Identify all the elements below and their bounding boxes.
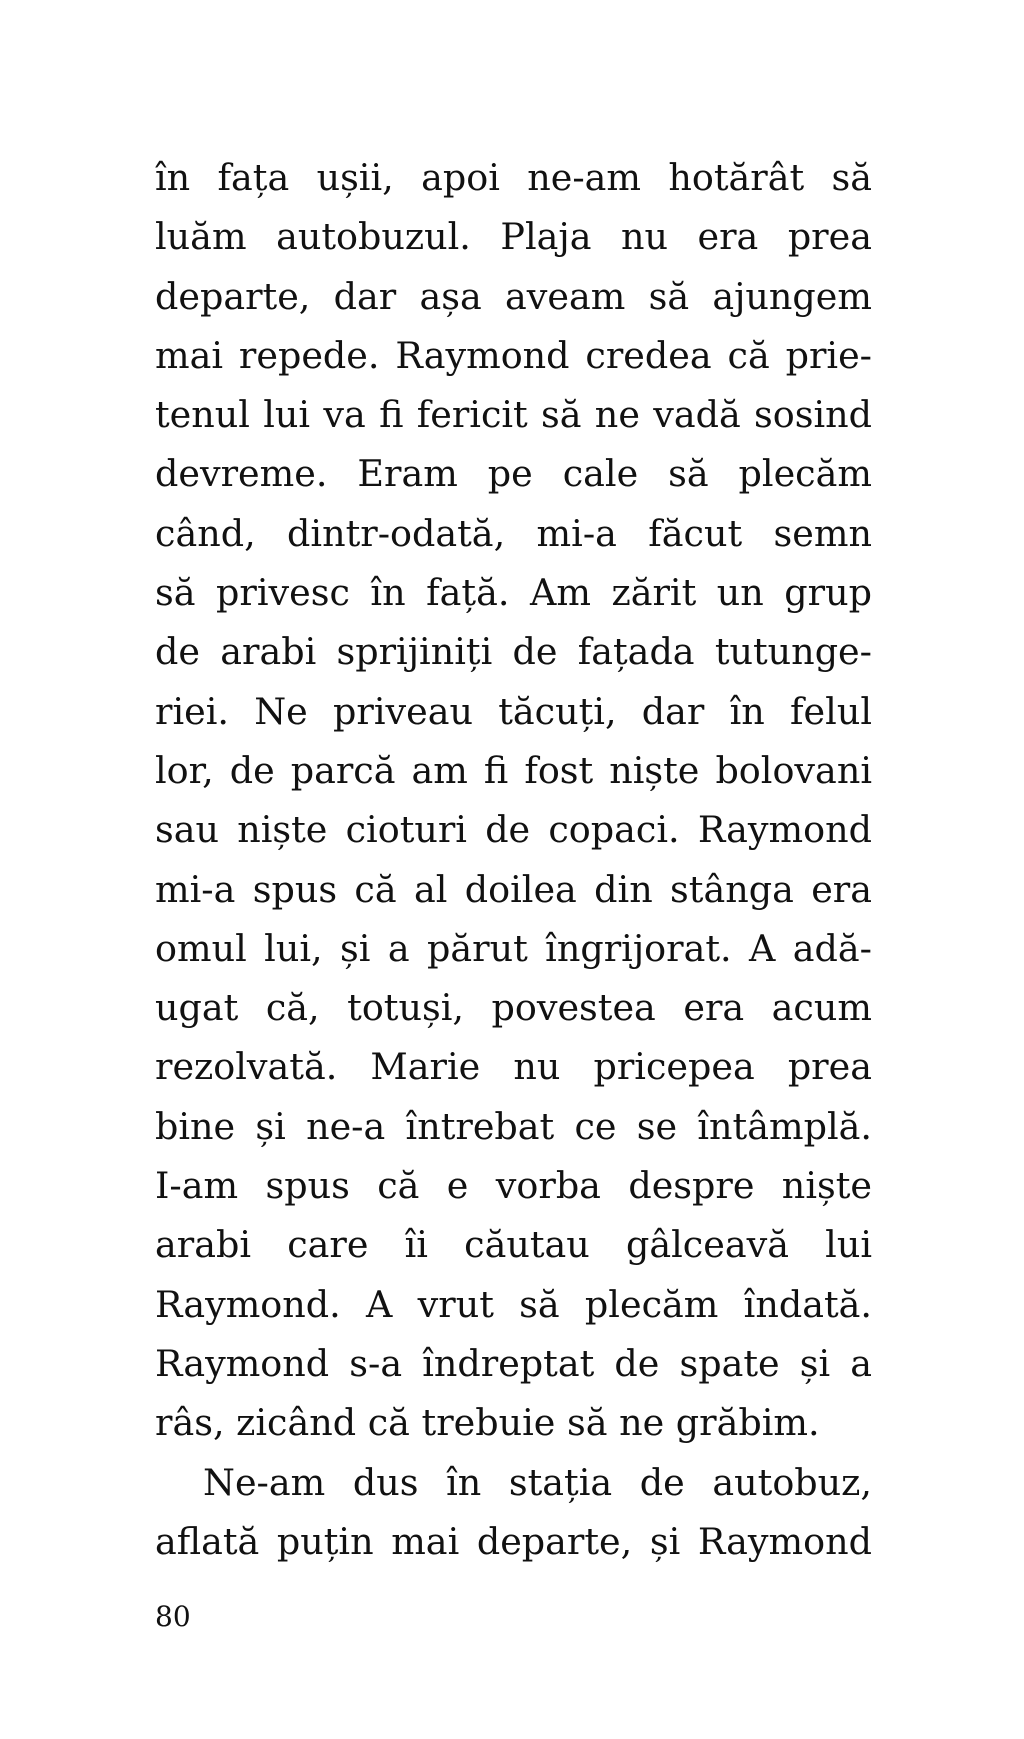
text-line: să privesc în față. Am zărit un grup xyxy=(155,571,872,615)
text-line: rezolvată. Marie nu pricepea prea xyxy=(155,1045,872,1089)
text-line: mai repede. Raymond credea că prie- xyxy=(155,333,872,377)
text-line: în fața ușii, apoi ne-am hotărât să xyxy=(155,156,872,199)
text-line: omul lui, și a părut îngrijorat. A adă- xyxy=(155,926,872,970)
text-line: arabi care îi căutau gâlceavă lui xyxy=(155,1223,872,1267)
text-line: Raymond. A vrut să plecăm îndată. xyxy=(155,1282,872,1326)
text-line: departe, dar așa aveam să ajungem xyxy=(155,274,872,318)
text-line: Ne-am dus în stația de autobuz, xyxy=(203,1460,872,1504)
text-line: mi-a spus că al doilea din stânga era xyxy=(155,867,872,911)
page-number: 80 xyxy=(155,1600,191,1633)
text-line: Raymond s-a îndreptat de spate și a xyxy=(155,1341,872,1385)
text-line: aflată puțin mai departe, și Raymond xyxy=(155,1519,872,1563)
text-line: sau niște cioturi de copaci. Raymond xyxy=(155,808,872,852)
text-line: devreme. Eram pe cale să plecăm xyxy=(155,452,872,496)
text-line: lor, de parcă am fi fost niște bolovani xyxy=(155,748,872,792)
text-line: tenul lui va fi fericit să ne vadă sosind xyxy=(155,393,872,437)
text-line: I-am spus că e vorba despre niște xyxy=(155,1164,872,1208)
text-line: riei. Ne priveau tăcuți, dar în felul xyxy=(155,689,872,733)
text-line: luăm autobuzul. Plaja nu era prea xyxy=(155,215,872,259)
text-line: râs, zicând că trebuie să ne grăbim. xyxy=(155,1401,820,1445)
text-line: ugat că, totuși, povestea era acum xyxy=(155,986,872,1030)
text-line: de arabi sprijiniți de fațada tutunge- xyxy=(155,630,872,674)
text-line: bine și ne-a întrebat ce se întâmplă. xyxy=(155,1104,872,1148)
text-line: când, dintr-odată, mi-a făcut semn xyxy=(155,511,872,555)
body-text xyxy=(155,148,872,1571)
